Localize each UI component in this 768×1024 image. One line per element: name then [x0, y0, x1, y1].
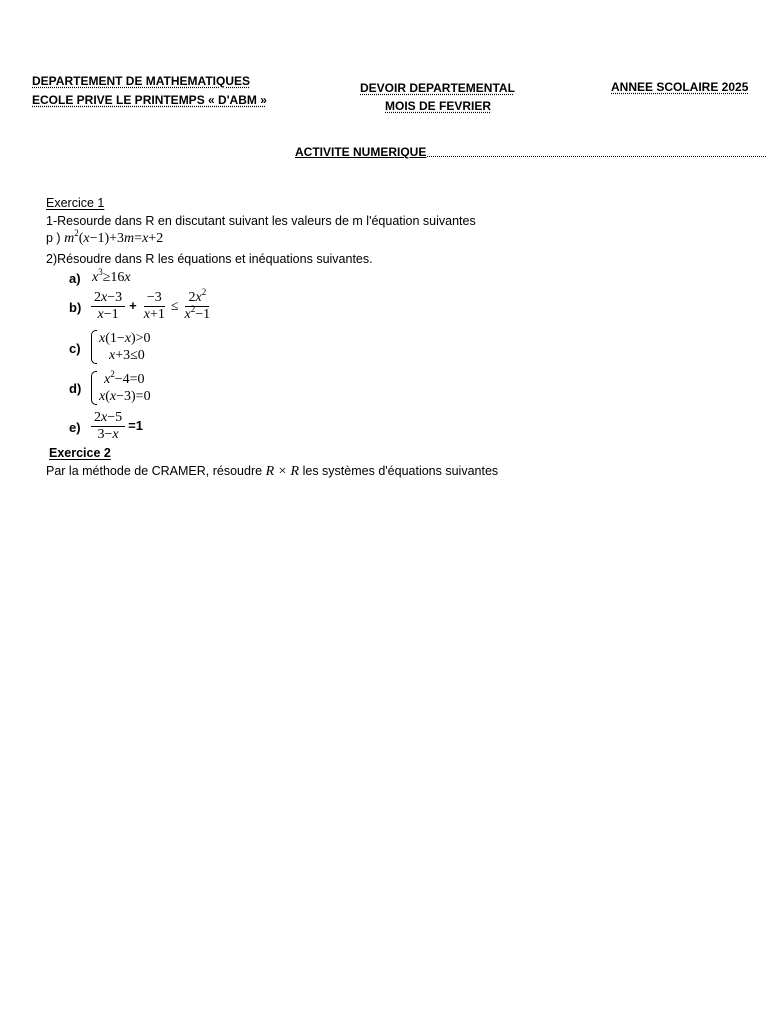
formula-d: $x^2-4=0$ x(x−3)=0 — [91, 371, 151, 405]
formula-e: $\frac{2x-5}{3-x}$ =1 — [90, 410, 143, 443]
item-c-label: c) — [69, 341, 81, 356]
item-d-label: d) — [69, 381, 82, 396]
school-year: ANNEE SCOLAIRE 2025 — [611, 80, 749, 94]
exercice2-text-before: Par la méthode de CRAMER, résoudre — [46, 464, 263, 478]
formula-c: x(1−x)>0 x+3≤0 — [91, 330, 151, 364]
p-label: p ) — [46, 231, 61, 245]
equation-p — [46, 228, 164, 247]
exercice1-question2: 2)Résoudre dans R les équations et inéquations suivantes. — [46, 252, 373, 266]
exercice2-title: Exercice 2 — [49, 446, 111, 460]
item-e-label: e) — [69, 420, 81, 435]
month-title: MOIS DE FEVRIER — [385, 99, 492, 113]
exercice2-text-after: les systèmes d'équations suivantes — [302, 464, 499, 478]
exercice1-title: Exercice 1 — [46, 196, 105, 210]
devoir-title: DEVOIR DEPARTEMENTAL — [360, 81, 515, 95]
item-a-label: a) — [69, 271, 81, 286]
formula-b: $\frac{2x-3}{x-1}$ + $\frac{-3}{x+1}$ ≤ $\frac{2x^2}{x^2-1}$ — [90, 290, 214, 323]
section-title: ACTIVITE NUMERIQUE — [295, 145, 427, 159]
e-rhs: =1 — [128, 417, 143, 433]
exercice2-statement — [46, 464, 498, 480]
department-name: DEPARTEMENT DE MATHEMATIQUES — [32, 74, 250, 88]
item-b-label: b) — [69, 300, 82, 315]
formula-a: $x^3\ge 16x$ — [92, 267, 131, 285]
exercice1-question1: 1-Resourde dans R en discutant suivant les valeurs de m l'équation suivantes — [46, 214, 476, 228]
formula-p: $m^2(x-1)+3m=x+2$ — [64, 228, 164, 246]
school-name: ECOLE PRIVE LE PRINTEMPS « D'ABM » — [32, 93, 267, 107]
dotted-line — [427, 146, 766, 157]
exercice2-math: R × R — [265, 464, 300, 479]
